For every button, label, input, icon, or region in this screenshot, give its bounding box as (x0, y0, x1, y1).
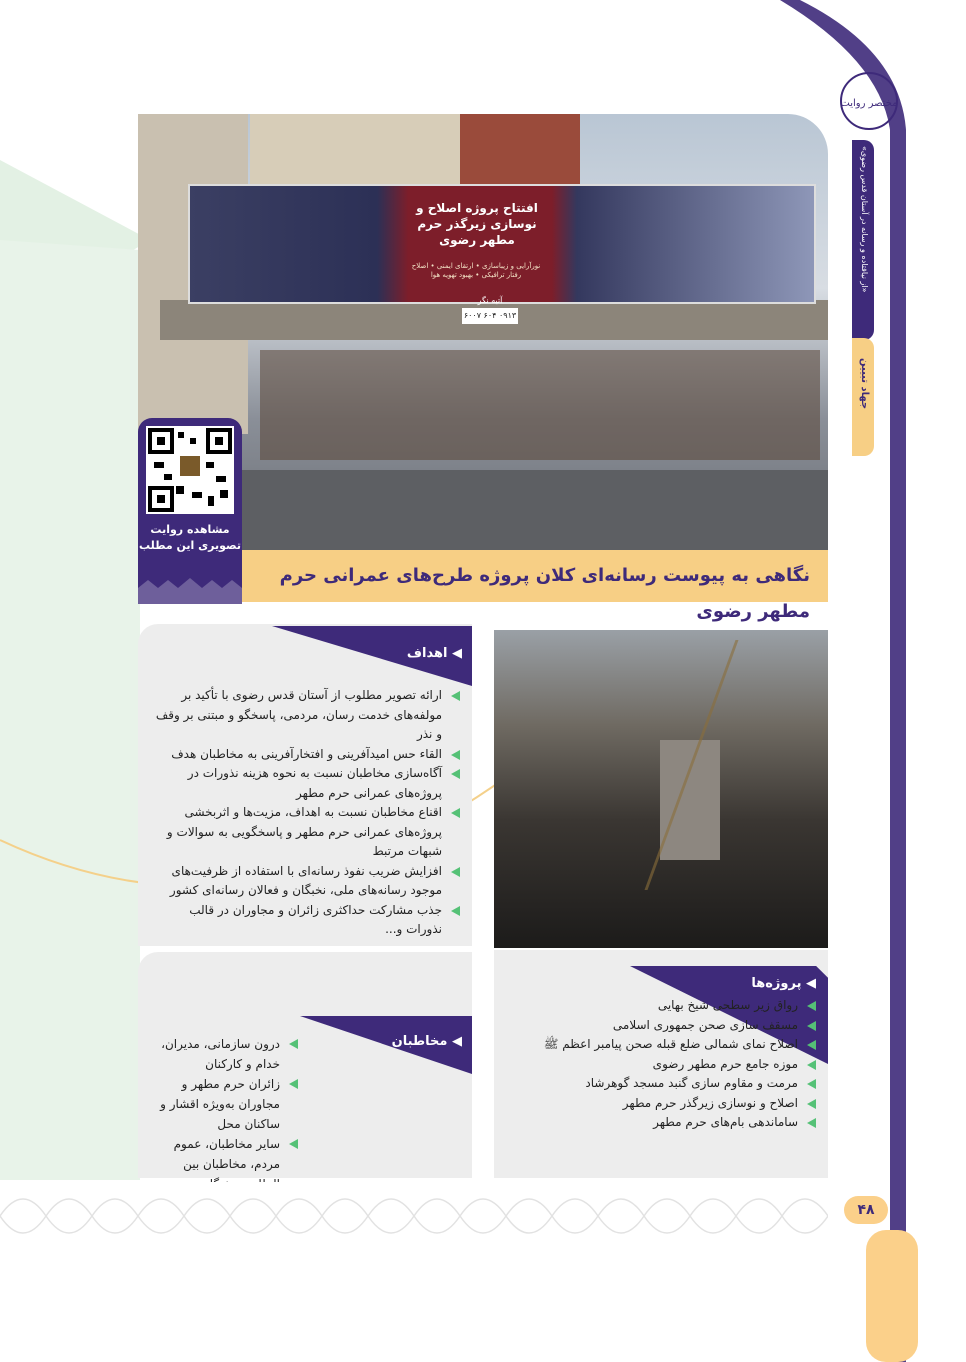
audience-list (150, 1034, 298, 1194)
page-number: ۴۸ (844, 1196, 888, 1224)
chevron-left-icon: ◀ (806, 976, 816, 991)
list-item: اصلاح نمای شمالی ضلع قبله صحن پیامبر اعظم ﷺ (506, 1035, 816, 1055)
list-item: سایر مخاطبان، عموم مردم، مخاطبان بین (150, 1134, 298, 1194)
side-section: جهاد تبیین (859, 358, 870, 410)
logo (838, 70, 900, 132)
qr-code-icon[interactable] (146, 426, 234, 514)
list-item: مرمت و مقاوم سازی گنبد مسجد گوهرشاد (506, 1074, 816, 1094)
footer-pattern (0, 1182, 828, 1250)
list-item: درون سازمانی، مدیران، خدام و کارکنان (150, 1034, 298, 1074)
list-item: زائران حرم مطهر و مجاوران به‌ویژه اقشار و ساکنان محل (150, 1074, 298, 1134)
list-item: اقناع مخاطبان نسبت به اهداف، مزیت‌ها و اثربخشی پروژه‌های عمرانی حرم مطهر و پاسخگویی به سوالات و شبهات مرتبط (150, 803, 460, 862)
goals-list (150, 686, 460, 940)
list-item: اصلاح و نوسازی زیرگذر حرم مطهر (506, 1094, 816, 1114)
list-item: ساماندهی بام‌های حرم مطهر (506, 1113, 816, 1133)
photo-trees (260, 350, 820, 460)
projects-heading-text: پروژه‌ها (751, 976, 802, 991)
projects-heading (720, 976, 816, 991)
side-quote: «از نیافتاده و رسانه در آستان قدس رضوی» (860, 146, 869, 293)
billboard-brand: آتیه نگر (477, 296, 503, 305)
list-item: آگاه‌سازی مخاطبان نسبت به نحوه هزینه نذورات در پروژه‌های عمرانی حرم مطهر (150, 764, 460, 803)
qr-card-ornament (138, 574, 242, 604)
logo-text: مختصر روایت (840, 98, 898, 109)
goals-heading (392, 646, 462, 661)
qr-caption: مشاهده روایت تصویری این مطلب (138, 523, 242, 552)
audience-heading-text: مخاطبان (391, 1034, 448, 1049)
billboard-items: نورآرایی و زیباسازی • ارتقای ایمنی • اصلاح رفتار ترافیکی • بهبود تهویه هوا (411, 262, 541, 279)
page-title: نگاهی به پیوست رسانه‌ای کلان پروژه طرح‌های عمرانی حرم مطهر رضوی (279, 565, 810, 622)
list-item: مسقف سازی صحن جمهوری اسلامی (506, 1016, 816, 1036)
list-item: رواق زیر سطحی شیخ بهایی (506, 996, 816, 1016)
list-item: القاء حس امیدآفرینی و افتخارآفرینی به مخاطبان هدف (150, 745, 460, 765)
list-item: افزایش ضریب نفوذ رسانه‌ای با استفاده از ظرفیت‌های موجود رسانه‌های ملی، نخبگان و فعالان رسانه‌ای کشور (150, 862, 460, 901)
chevron-left-icon: ◀ (452, 646, 462, 661)
list-item: موزه جامع حرم مطهر رضوی (506, 1055, 816, 1075)
goals-heading-text: اهداف (406, 646, 448, 661)
side-tab-section (852, 338, 874, 456)
list-item: جذب مشارکت حداکثری زائران و مجاوران در قالب نذورات و... (150, 901, 460, 940)
list-item: ارائه تصویر مطلوب از آستان قدس رضوی با تأکید بر مولفه‌های خدمت رسان، مردمی، پاسخگو و مبتنی بر وقف و نذر (150, 686, 460, 745)
chevron-left-icon: ◀ (452, 1034, 462, 1049)
audience-heading (378, 1034, 462, 1049)
billboard-title: افتتاح پروژه اصلاح و نوسازی زیرگذر حرم مطهر رضوی (416, 201, 538, 247)
billboard-phone: ۰۹۱۳ ۶۰۴ ۶۰۰۷ (462, 308, 518, 324)
projects-list (506, 996, 816, 1133)
side-tab-quote (852, 140, 874, 340)
